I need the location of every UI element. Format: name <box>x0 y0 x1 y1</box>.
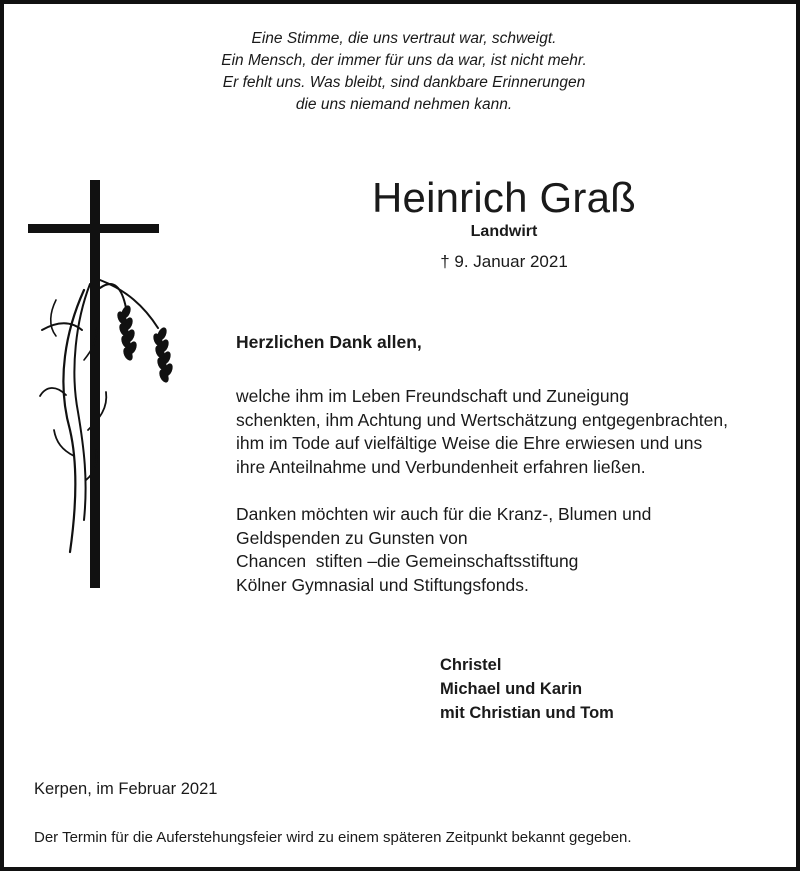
text-line: Chancen stiften –die Gemeinschaftsstiftung <box>236 551 579 571</box>
thanks-paragraph-2 <box>236 503 651 597</box>
signer-name: mit Christian und Tom <box>440 704 614 722</box>
text-line: Geldspenden zu Gunsten von <box>236 527 468 548</box>
footer-note: Der Termin für die Auferstehungsfeier wird zu einem späteren Zeitpunkt bekannt gegeben. <box>34 829 632 846</box>
poem-line: die uns niemand nehmen kann. <box>295 96 513 113</box>
thanks-heading: Herzlichen Dank allen, <box>236 332 422 352</box>
deceased-name: Heinrich Graß <box>372 174 636 221</box>
text-line: Kölner Gymnasial und Stiftungsfonds. <box>236 574 529 595</box>
text-line: schenkten, ihm Achtung und Wertschätzung entgegenbrachten, <box>236 409 728 430</box>
place-date: Kerpen, im Februar 2021 <box>34 780 218 798</box>
signer-name: Michael und Karin <box>440 680 583 698</box>
poem-line: Eine Stimme, die uns vertraut war, schweigt. <box>251 30 557 47</box>
memorial-poem <box>4 28 800 116</box>
poem-line: Ein Mensch, der immer für uns da war, ist nicht mehr. <box>221 52 587 69</box>
poem-line: Er fehlt uns. Was bleibt, sind dankbare Erinnerungen <box>222 74 586 91</box>
text-line: ihm im Tode auf vielfältige Weise die Ehre erwiesen und uns <box>236 433 703 453</box>
deceased-profession: Landwirt <box>470 223 538 240</box>
text-line: welche ihm im Leben Freundschaft und Zuneigung <box>236 386 630 406</box>
signer-name: Christel <box>440 656 502 674</box>
text-line: ihre Anteilnahme und Verbundenheit erfahren ließen. <box>236 456 646 477</box>
signers-block <box>440 653 614 725</box>
thanks-paragraph-1 <box>236 385 728 479</box>
cross-with-wheat-icon <box>26 180 196 590</box>
text-line: Danken möchten wir auch für die Kranz-, Blumen und <box>236 504 652 524</box>
death-date: † 9. Januar 2021 <box>440 252 568 271</box>
